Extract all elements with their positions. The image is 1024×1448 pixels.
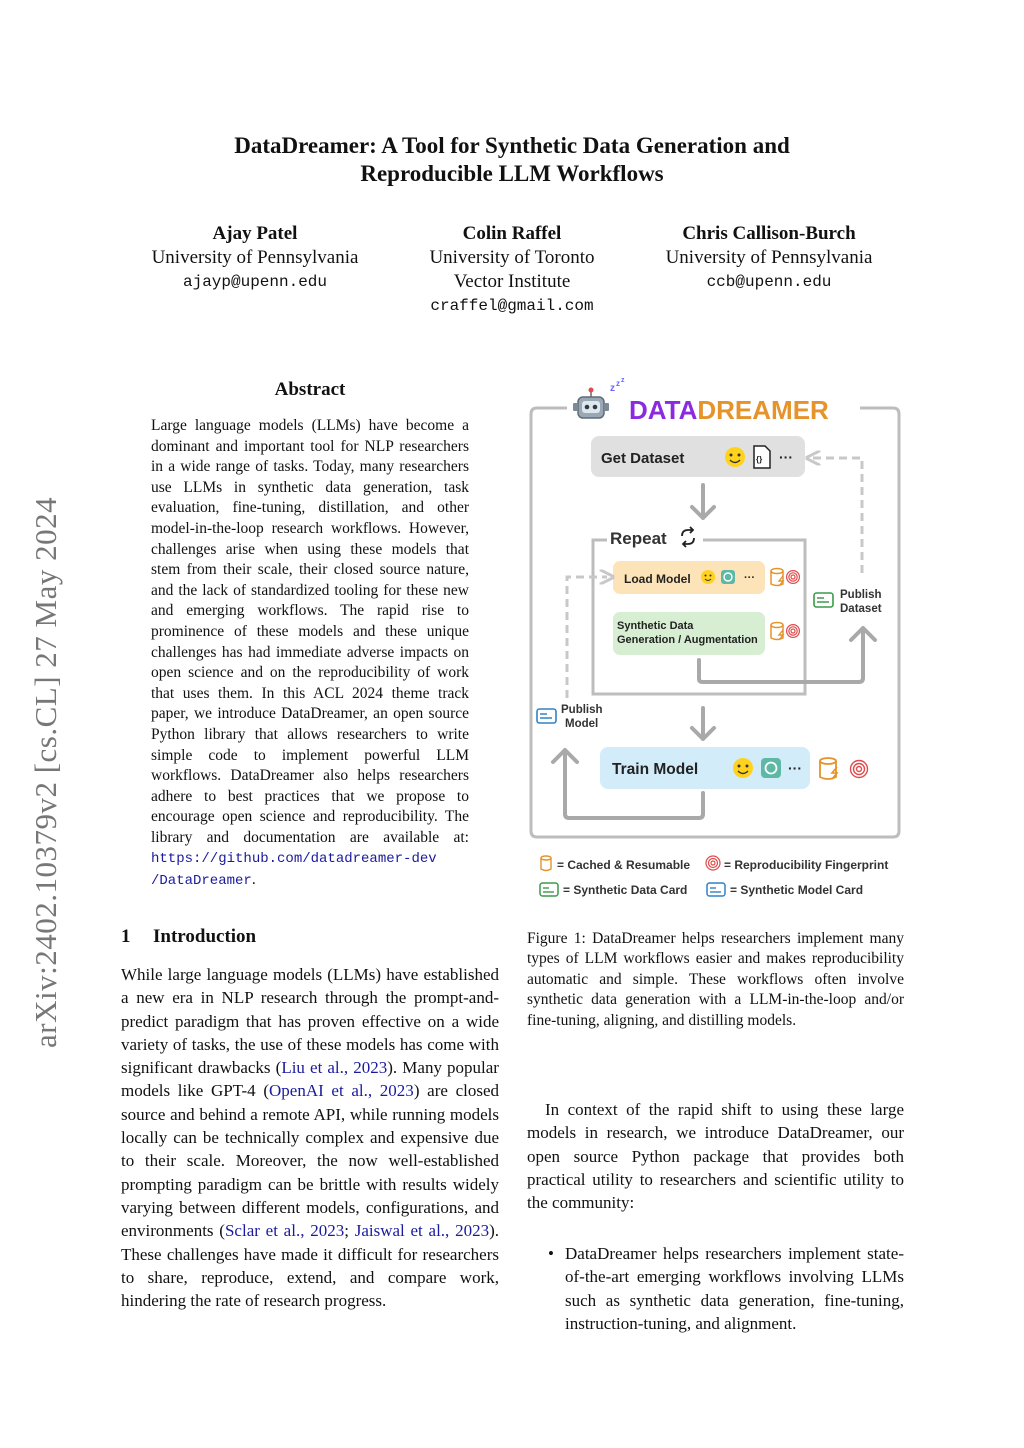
author-block-3 <box>644 222 894 294</box>
database-cache-icon <box>771 623 783 641</box>
section-title: Introduction <box>153 926 257 947</box>
citation-link[interactable]: Liu et al., 2023 <box>281 1058 388 1078</box>
author-affiliation: University of Toronto <box>429 247 595 268</box>
figure-caption: Figure 1: DataDreamer helps researchers implement many types of LLM workflows easier and makes reproducibility automatic and simple. These workflows often involve synthetic data generation with a LLM-in-the-loop and/or fine-tuning, aligning, and distilling models. <box>527 930 904 1029</box>
publish-dataset-loop-arrow <box>813 458 862 573</box>
huggingface-icon <box>725 447 745 467</box>
svg-text:z: z <box>616 379 620 388</box>
author-name: Ajay Patel <box>212 223 298 244</box>
legend-data-card: = Synthetic Data Card <box>563 883 688 897</box>
author-block-2 <box>392 222 632 318</box>
logo-data: DATA <box>629 395 698 425</box>
legend-cached: = Cached & Resumable <box>557 858 691 872</box>
repeat-label: Repeat <box>610 529 667 548</box>
title-line-2: Reproducible LLM Workflows <box>360 161 664 186</box>
intro-text-d: ). These challenges have made it difficult for researchers to share, reproduce, extend, and compare work, hindering the rate of research progress. <box>121 1221 499 1311</box>
legend-fingerprint: = Reproducibility Fingerprint <box>724 858 889 872</box>
publish-dataset-label-1: Publish <box>840 589 882 601</box>
intro-text-b: ). Many popular models like GPT-4 ( <box>121 1058 499 1101</box>
legend-data-card-icon <box>540 883 558 896</box>
citation-link[interactable]: Jaiswal et al., 2023 <box>354 1221 490 1241</box>
right-paragraph: In context of the rapid shift to using these large models in research, we introduce DataDreamer, our open source Python package that provides both practical utility to researchers and scientific utility to the community: <box>527 1100 904 1213</box>
abstract-body <box>151 416 469 892</box>
load-model-label: Load Model <box>624 572 691 586</box>
openai-icon <box>761 758 781 778</box>
author-name: Chris Callison-Burch <box>682 223 856 244</box>
synthetic-data-label-1: Synthetic Data <box>617 620 694 632</box>
code-file-icon <box>754 446 770 468</box>
bullet-text: DataDreamer helps researchers implement state-of-the-art emerging workflows involving LLMs such as synthetic data generation, fine-tuning, instruction-tuning, and alignment. <box>565 1244 904 1333</box>
author-email[interactable]: ccb@upenn.edu <box>706 273 832 291</box>
legend-model-card: = Synthetic Model Card <box>730 883 864 897</box>
fingerprint-icon <box>787 571 800 584</box>
robot-icon <box>573 378 625 418</box>
bullet-item <box>548 1242 904 1335</box>
github-link-part-1[interactable]: https://github.com/datadreamer-dev <box>151 851 437 868</box>
huggingface-icon <box>733 758 753 778</box>
fingerprint-icon <box>787 625 800 638</box>
publish-model-label-2: Model <box>565 718 599 730</box>
datadreamer-logo <box>629 395 829 425</box>
intro-paragraph <box>121 963 499 1312</box>
legend-cached-icon <box>541 856 551 871</box>
github-link-part-2[interactable]: /DataDreamer <box>151 873 252 890</box>
publish-model-label-1: Publish <box>561 704 603 716</box>
database-cache-icon <box>771 569 783 587</box>
arxiv-identifier: arXiv:2402.10379v2 [cs.CL] 27 May 2024 <box>28 496 63 1048</box>
fingerprint-icon <box>851 761 868 778</box>
title-line-1: DataDreamer: A Tool for Synthetic Data Generation and <box>234 133 790 158</box>
logo-dreamer-a: DREAMER <box>697 395 829 425</box>
svg-text:z: z <box>621 378 625 384</box>
section-number: 1 <box>121 926 131 947</box>
abstract-heading: Abstract <box>274 379 346 400</box>
train-model-label: Train Model <box>612 761 699 778</box>
legend-fingerprint-icon <box>706 856 720 870</box>
publish-model-loop-arrow <box>567 577 607 698</box>
author-email[interactable]: craffel@gmail.com <box>430 297 594 315</box>
author-block-1 <box>130 222 380 294</box>
synthetic-data-label-2: Generation / Augmentation <box>617 634 758 646</box>
author-email[interactable]: ajayp@upenn.edu <box>182 273 328 291</box>
publish-dataset-label-2: Dataset <box>840 603 882 615</box>
svg-text:z: z <box>610 383 615 394</box>
intro-text-c: ) are closed source and behind a remote API, while running models locally can be technically complex and expensive due to their scale. Moreover, the now well-established prompting paradigm can be brittle with results widely varying between different models, configurations, and environments ( <box>121 1081 499 1241</box>
legend-model-card-icon <box>707 883 725 896</box>
huggingface-icon <box>701 570 715 584</box>
citation-link[interactable]: OpenAI et al., 2023 <box>269 1081 414 1101</box>
abstract-text: Large language models (LLMs) have become a dominant and important tool for NLP researchers in a wide range of tasks. Today, many researchers use LLMs in synthetic data generation, task evaluation, fine-tuning, distillation, and other model-in-the-loop research workflows. However, challenges arise when using these models that stem from their scale, their closed source nature, and the lack of standardized tooling for these new and emerging workflows. The rapid rise to prominence of these models and these unique challenges has had immediate adverse impacts on open science and on the reproducibility of work that uses them. In this ACL 2024 theme track paper, we introduce DataDreamer, an open source Python library that allows researchers to write simple code to implement powerful LLM workflows. DataDreamer also helps researchers adhere to best practices that we propose to encourage open science and reproducibility. The library and documentation are available at: <box>151 417 469 846</box>
more-icon: ··· <box>779 449 793 465</box>
openai-icon <box>721 570 735 584</box>
citation-link[interactable]: Sclar et al., 2023 <box>224 1221 345 1241</box>
paper-title <box>150 132 874 188</box>
section-heading <box>121 926 256 948</box>
author-affiliation-2: Vector Institute <box>453 271 571 292</box>
github-link[interactable] <box>151 851 437 889</box>
intro-text-a: While large language models (LLMs) have established a new era in NLP research through the prompt-and-predict paradigm that has proven effective on a wide variety of tasks, the use of these models has come with significant drawbacks ( <box>121 965 499 1078</box>
abstract-end: . <box>251 871 256 889</box>
down-arrow-icon <box>692 485 714 518</box>
database-cache-icon <box>820 758 837 779</box>
down-arrow-icon <box>692 708 714 739</box>
model-card-icon <box>537 709 556 723</box>
data-card-icon <box>814 593 833 607</box>
author-affiliation: University of Pennsylvania <box>151 247 359 268</box>
get-dataset-label: Get Dataset <box>601 450 685 467</box>
author-affiliation: University of Pennsylvania <box>665 247 873 268</box>
more-icon: ··· <box>788 760 802 776</box>
bullet-marker: • <box>548 1244 554 1263</box>
svg-text:{}: {} <box>756 455 763 464</box>
author-name: Colin Raffel <box>462 223 562 244</box>
figure-1-diagram <box>527 378 909 908</box>
more-icon: ··· <box>744 572 755 584</box>
repeat-icon <box>682 527 694 547</box>
citation-separator: ; <box>344 1221 355 1241</box>
